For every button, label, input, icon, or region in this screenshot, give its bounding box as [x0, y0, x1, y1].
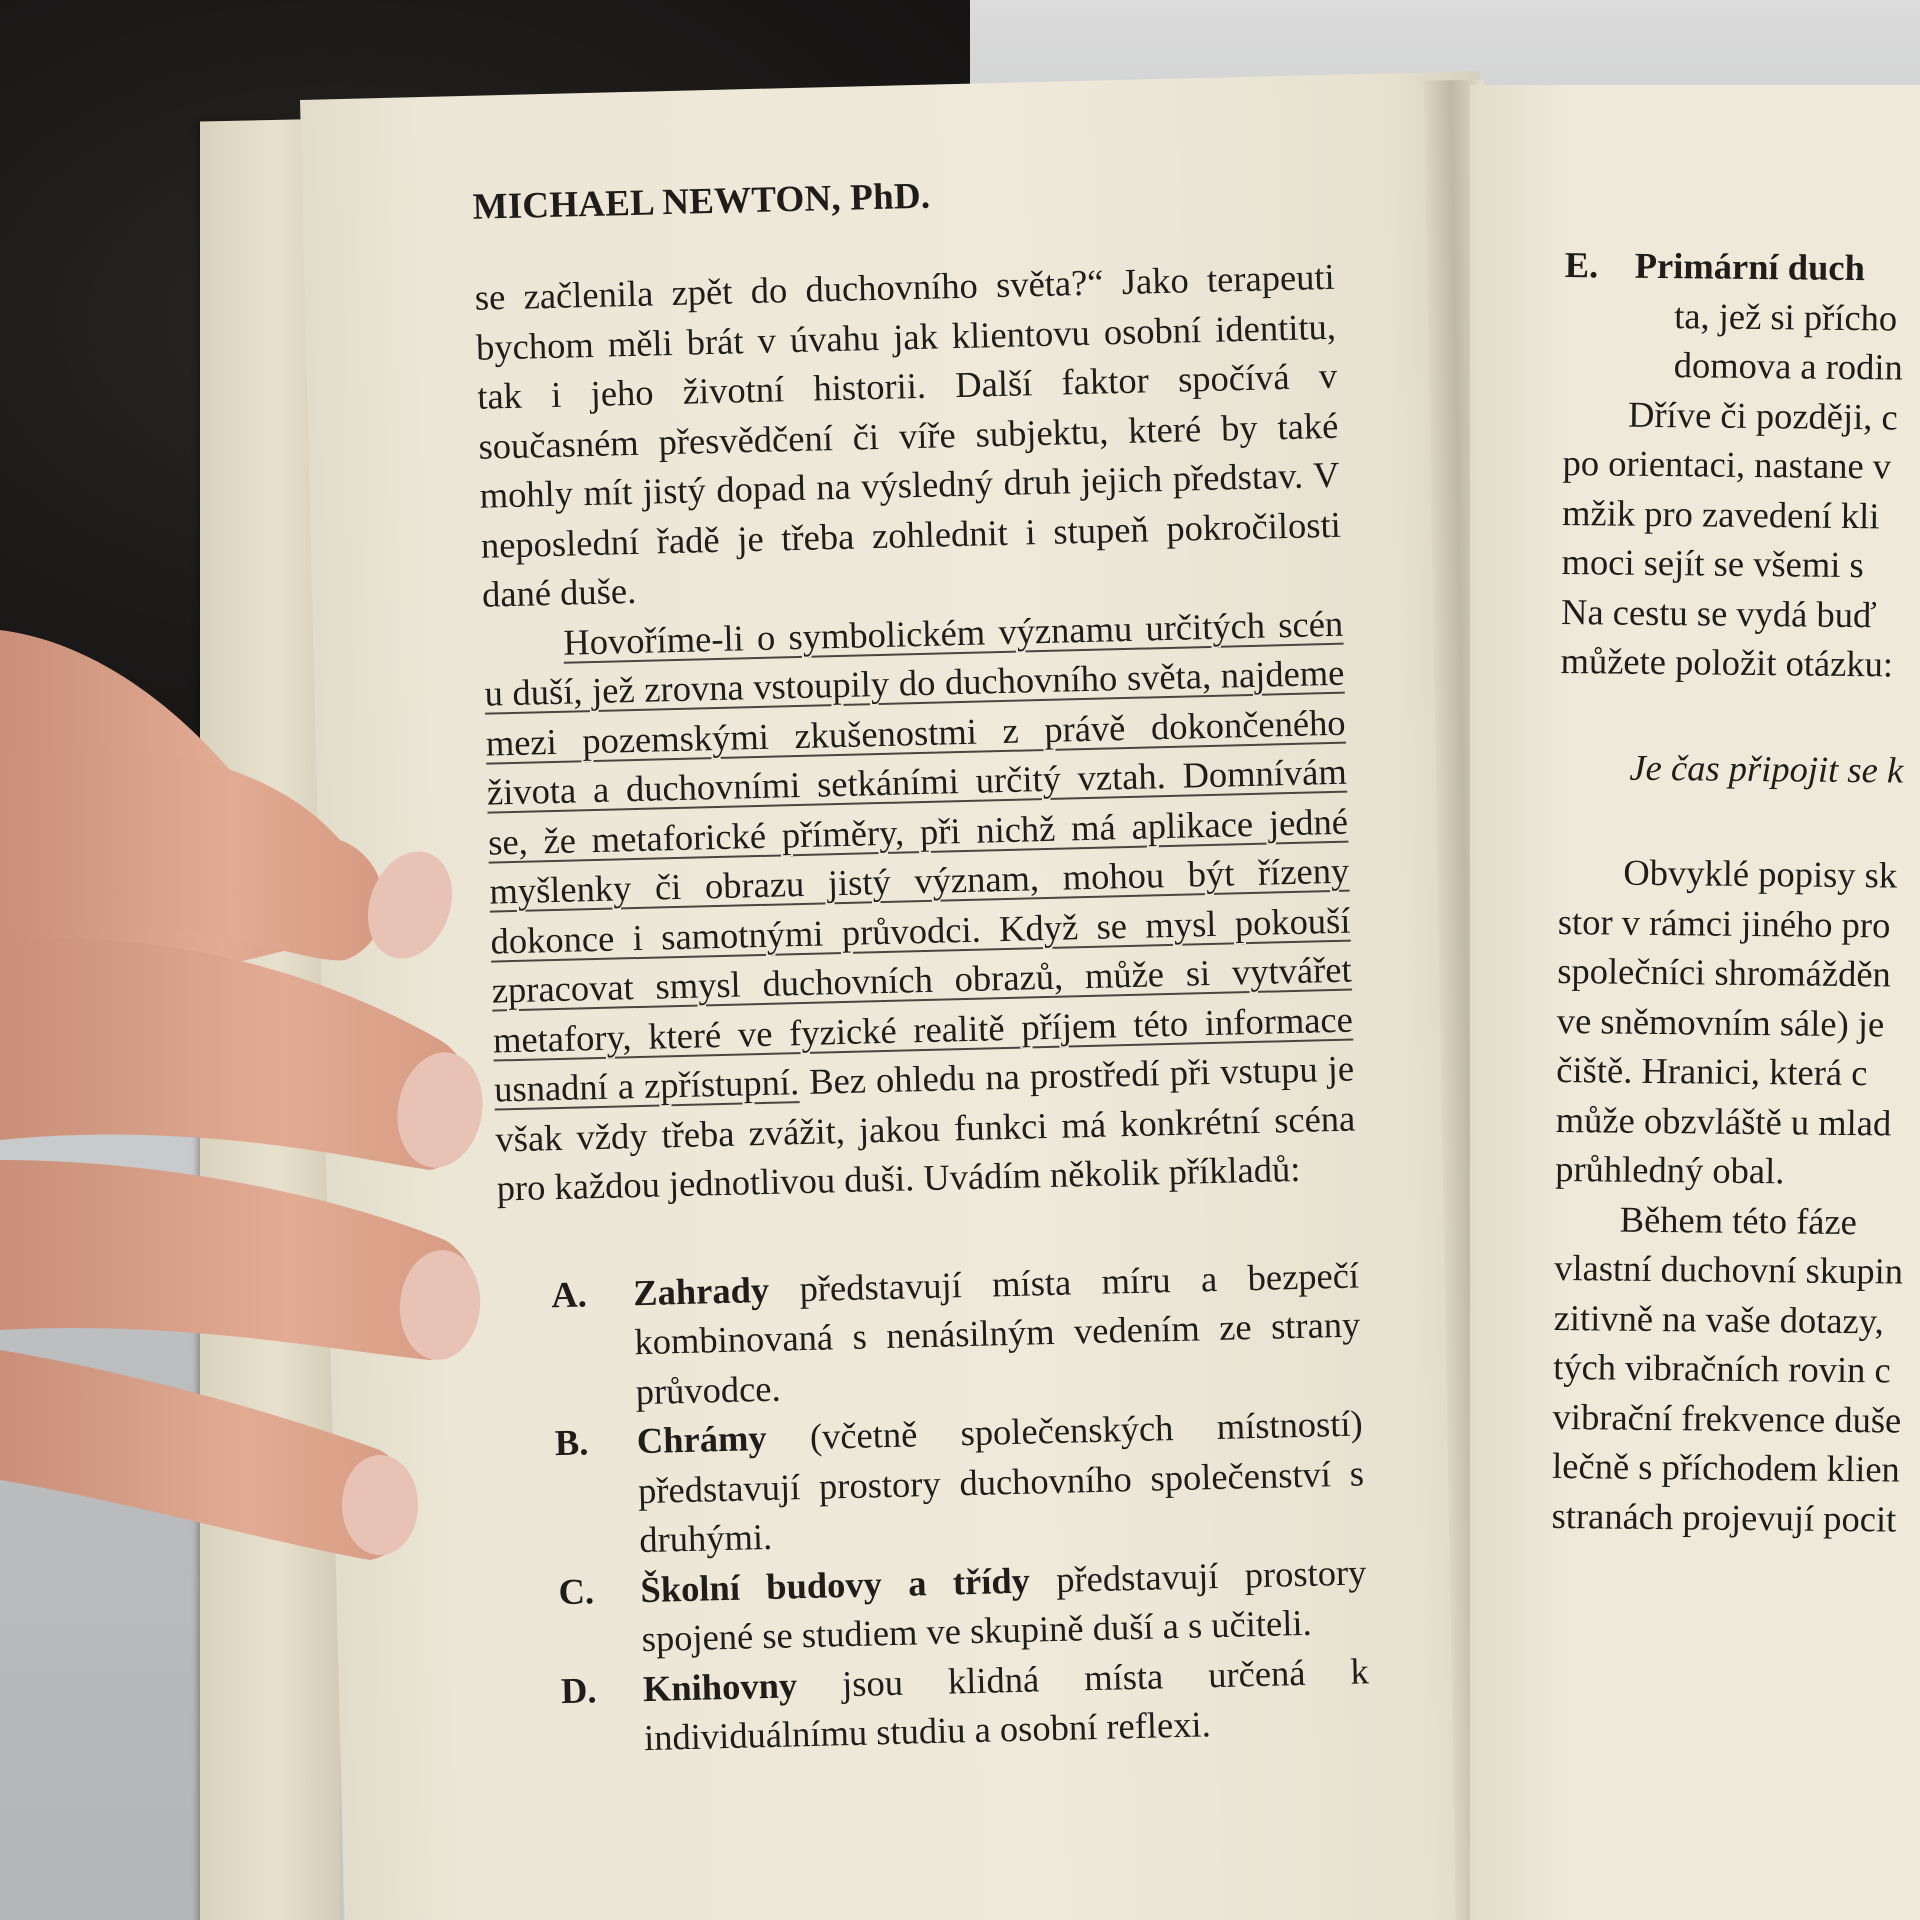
right-item-e [1564, 240, 1920, 296]
right-line: může obzvláště u mlad [1555, 1098, 1892, 1143]
list-item-body [634, 1398, 1365, 1564]
list-item-text: představují místa míru a bezpečí kombinovaná s nenásilným vedením ze strany průvodce. [633, 1253, 1361, 1412]
paragraph-2-rest: Bez ohledu na prostředí při vstupu je však vždy třeba zvážit, jakou funkci má konkrétní scéna pro každou jednotlivou duši. Uvádím několik příkladů: [494, 1047, 1356, 1209]
running-head: MICHAEL NEWTON, PhD. [472, 175, 931, 228]
right-line: můžete položit otázku: [1560, 639, 1894, 685]
right-line: stor v rámci jiného pro [1557, 900, 1891, 945]
right-line: lečně s příchodem klien [1551, 1444, 1901, 1490]
fingernail [342, 1455, 418, 1555]
paragraph-1: se začlenila zpět do duchovního světa?“ Jako terapeuti bychom měli brát v úvahu jak klientovu osobní identitu, tak i jeho životní historii. Další faktor spočívá v současném přesvědčení či víře subjektu, které by také mohly mít jistý dopad na výsledný druh jejich představ. V neposlední řadě je třeba zohlednit i stupeň pokročilosti dané duše. [474, 255, 1342, 615]
paragraph-2 [483, 598, 1357, 1213]
right-line: ta, jež si přícho [1674, 294, 1898, 338]
list-item-body [631, 1250, 1362, 1416]
list-item-body [638, 1547, 1368, 1664]
right-line: Obvyklé popisy sk [1623, 851, 1898, 896]
right-page-text [1551, 240, 1920, 1546]
right-line: stranách projevují pocit [1551, 1494, 1897, 1540]
right-line: mžik pro zavedení kli [1561, 491, 1880, 536]
right-line: vibrační frekvence duše [1552, 1395, 1902, 1441]
list-item-text: (včetně společenských místností) představují prostory duchovního společenství s druhými. [637, 1402, 1365, 1561]
list-item [508, 1646, 1370, 1766]
right-item-e-letter: E. [1564, 243, 1599, 286]
right-item-e-term: Primární duch [1634, 244, 1866, 289]
right-line: zitivně na vaše dotazy, [1553, 1296, 1884, 1341]
list-item-term: Chrámy [636, 1417, 768, 1462]
right-italic-line: Je čas připojit se k [1629, 746, 1904, 791]
right-line: po orientaci, nastane v [1562, 441, 1892, 487]
right-line: Dříve či později, c [1627, 393, 1898, 437]
list-item-text: představují prostory spojené se studiem ve skupině duší a s učiteli. [641, 1550, 1367, 1660]
list-item-letter: C. [558, 1569, 595, 1612]
fingernail [354, 840, 467, 971]
list-item-letter: B. [554, 1421, 589, 1464]
right-line: moci sejít se všemi s [1561, 540, 1864, 586]
list-item-text: jsou klidná místa určená k individuálnímu studiu a osobní reflexi. [643, 1649, 1370, 1759]
right-line: průhledný obal. [1555, 1147, 1785, 1192]
list-item-term: Školní budovy a třídy [639, 1559, 1031, 1610]
list-item [499, 1250, 1362, 1419]
hand [0, 600, 500, 1650]
list-item-body [640, 1646, 1370, 1763]
left-page-text [472, 165, 1370, 1766]
right-line: čiště. Hranici, která c [1556, 1048, 1868, 1094]
right-page [1470, 85, 1920, 1920]
examples-list [499, 1250, 1371, 1766]
right-line: ve sněmovním sále) je [1556, 999, 1885, 1044]
right-line: domova a rodin [1673, 344, 1903, 388]
underlined-passage: Hovoříme-li o symbolickém významu určitých scén u duší, jež zrovna vstoupily do duchovního světa, najdeme mezi pozemskými zkušenostmi z právě dokončeného života a duchovními setkáními určitý vztah. Domnívám se, že metaforické příměry, při nichž má aplikace jedné myšlenky či obrazu jistý význam, mohou být řízeny dokonce i samotnými průvodci. Když se mysl pokouší zpracovat smysl duchovních obrazů, může si vytvářet metafory, které ve fyzické realitě příjem této informace usnadní a zpřístupní. [484, 602, 1354, 1110]
right-line: tých vibračních rovin c [1552, 1345, 1891, 1391]
list-item-term: Zahrady [632, 1268, 770, 1313]
right-line: Na cestu se vydá buď [1560, 590, 1877, 635]
list-item-letter: D. [560, 1668, 597, 1711]
right-line: společníci shromážděn [1557, 949, 1892, 995]
right-line: vlastní duchovní skupin [1554, 1246, 1904, 1292]
list-item [502, 1398, 1365, 1567]
list-item-letter: A. [550, 1272, 588, 1315]
right-line: Během této fáze [1619, 1198, 1858, 1242]
list-item-term: Knihovny [642, 1663, 798, 1709]
